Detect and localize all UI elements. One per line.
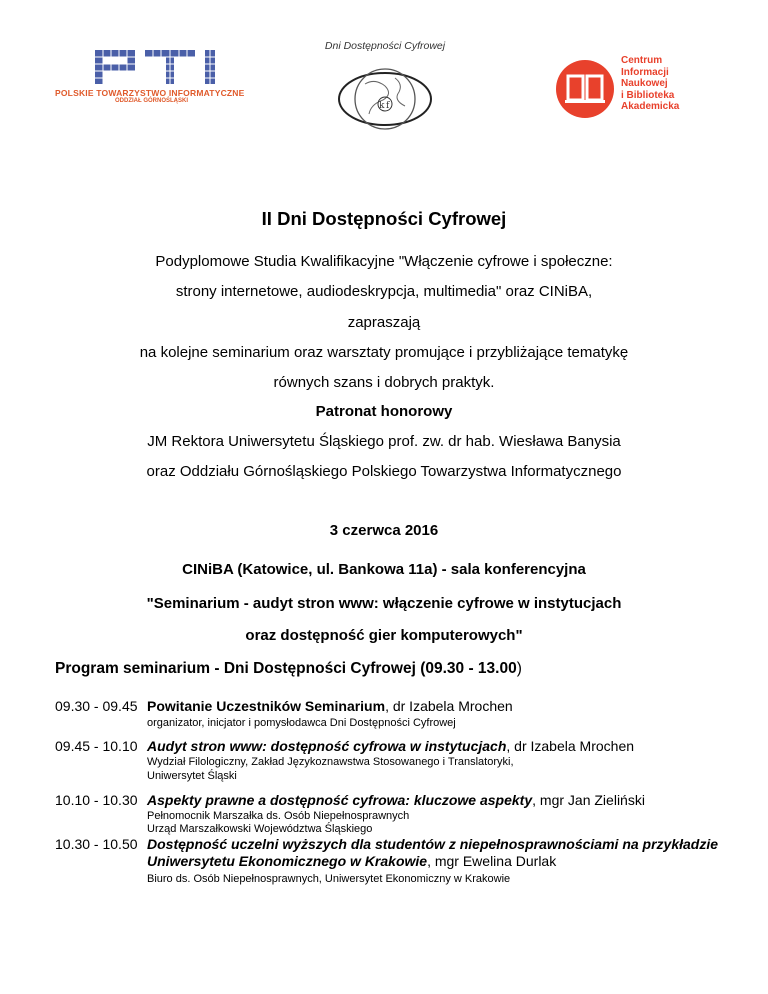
program-heading-paren: ) — [516, 660, 522, 677]
item-title: Dostępność uczelni wyższych dla studentów z niepełnosprawnościami na przykładzie — [147, 836, 719, 852]
intro-line: strony internetowe, audiodeskrypcja, multimedia" oraz CINiBA, — [175, 283, 593, 300]
cinba-line: Informacji — [621, 66, 669, 78]
item-desc — [147, 792, 747, 809]
cinba-line: i Biblioteka — [621, 89, 675, 101]
pti-logo — [55, 50, 255, 108]
patronat-line: oraz Oddziału Górnośląskiego Polskiego Towarzystwa Informatycznego — [146, 463, 622, 480]
event-date: 3 czerwca 2016 — [329, 522, 439, 539]
pti-letters-graphic — [95, 50, 255, 84]
ddc-logo-title: Dni Dostępności Cyfrowej — [324, 40, 446, 52]
item-affiliation: Wydział Filologiczny, Zakład Językoznawstwa Stosowanego i Translatoryki, — [147, 756, 514, 768]
item-affiliation: Pełnomocnik Marszałka ds. Osób Niepełnosprawnych — [147, 810, 410, 822]
patronat-line: JM Rektora Uniwersytetu Śląskiego prof. zw. dr hab. Wiesława Banysia — [147, 433, 621, 450]
intro-line: równych szans i dobrych praktyk. — [273, 374, 495, 391]
logo-row — [0, 0, 768, 140]
item-desc — [147, 836, 747, 870]
item-speaker: , dr Izabela Mrochen — [385, 698, 513, 714]
item-title: Powitanie Uczestników Seminarium — [147, 698, 386, 714]
item-speaker: , mgr Jan Zieliński — [532, 792, 645, 808]
item-affiliation: organizator, inicjator i pomysłodawca Dni Dostępności Cyfrowej — [147, 717, 456, 729]
program-heading — [55, 660, 522, 678]
intro-line: Podyplomowe Studia Kwalifikacyjne "Włączenie cyfrowe i społeczne: — [155, 253, 613, 270]
cinba-name — [621, 55, 679, 113]
item-desc — [147, 698, 747, 715]
item-title: Uniwersytetu Ekonomicznego w Krakowie — [147, 853, 428, 869]
pti-branch: ODDZIAŁ GÓRNOŚLĄSKI — [115, 98, 188, 104]
seminar-title: oraz dostępność gier komputerowych" — [245, 627, 523, 644]
item-time: 10.30 - 10.50 — [55, 836, 138, 852]
cinba-line: Centrum — [621, 55, 663, 66]
program-heading-text: Program seminarium - Dni Dostępności Cyfrowej (09.30 - 13.00 — [55, 660, 517, 677]
svg-text:k: k — [379, 101, 385, 111]
cinba-line: Akademicka — [621, 101, 680, 112]
cinba-book-icon — [555, 59, 615, 119]
item-time: 09.45 - 10.10 — [55, 738, 138, 754]
patronat-heading: Patronat honorowy — [315, 403, 453, 420]
event-title: II Dni Dostępności Cyfrowej — [261, 208, 507, 229]
item-desc — [147, 738, 747, 755]
item-time: 10.10 - 10.30 — [55, 792, 138, 808]
item-affiliation: Biuro ds. Osób Niepełnosprawnych, Uniwersytet Ekonomiczny w Krakowie — [147, 873, 511, 885]
intro-line: zapraszają — [347, 314, 421, 331]
item-time: 09.30 - 09.45 — [55, 698, 138, 714]
event-place: CINiBA (Katowice, ul. Bankowa 11a) - sala konferencyjna — [182, 561, 586, 578]
item-affiliation: Uniwersytet Śląski — [147, 770, 237, 782]
item-speaker: , dr Izabela Mrochen — [506, 738, 635, 754]
cinba-line: Naukowej — [621, 78, 668, 89]
cinba-logo — [555, 55, 705, 125]
seminar-title: "Seminarium - audyt stron www: włączenie cyfrowe w instytucjach — [146, 595, 622, 612]
pti-name: POLSKIE TOWARZYSTWO INFORMATYCZNE — [55, 88, 245, 98]
globe-eye-icon — [335, 54, 435, 144]
item-title: Aspekty prawne a dostępność cyfrowa: kluczowe aspekty — [147, 792, 533, 808]
svg-text:f: f — [386, 101, 390, 111]
item-affiliation: Urząd Marszałkowski Województwa Śląskiego — [147, 823, 373, 835]
item-title: Audyt stron www: dostępność cyfrowa w instytucjach — [147, 738, 507, 754]
item-speaker: , mgr Ewelina Durlak — [427, 853, 557, 869]
intro-line: na kolejne seminarium oraz warsztaty promujące i przybliżające tematykę — [139, 344, 629, 361]
ddc-logo — [320, 40, 450, 150]
